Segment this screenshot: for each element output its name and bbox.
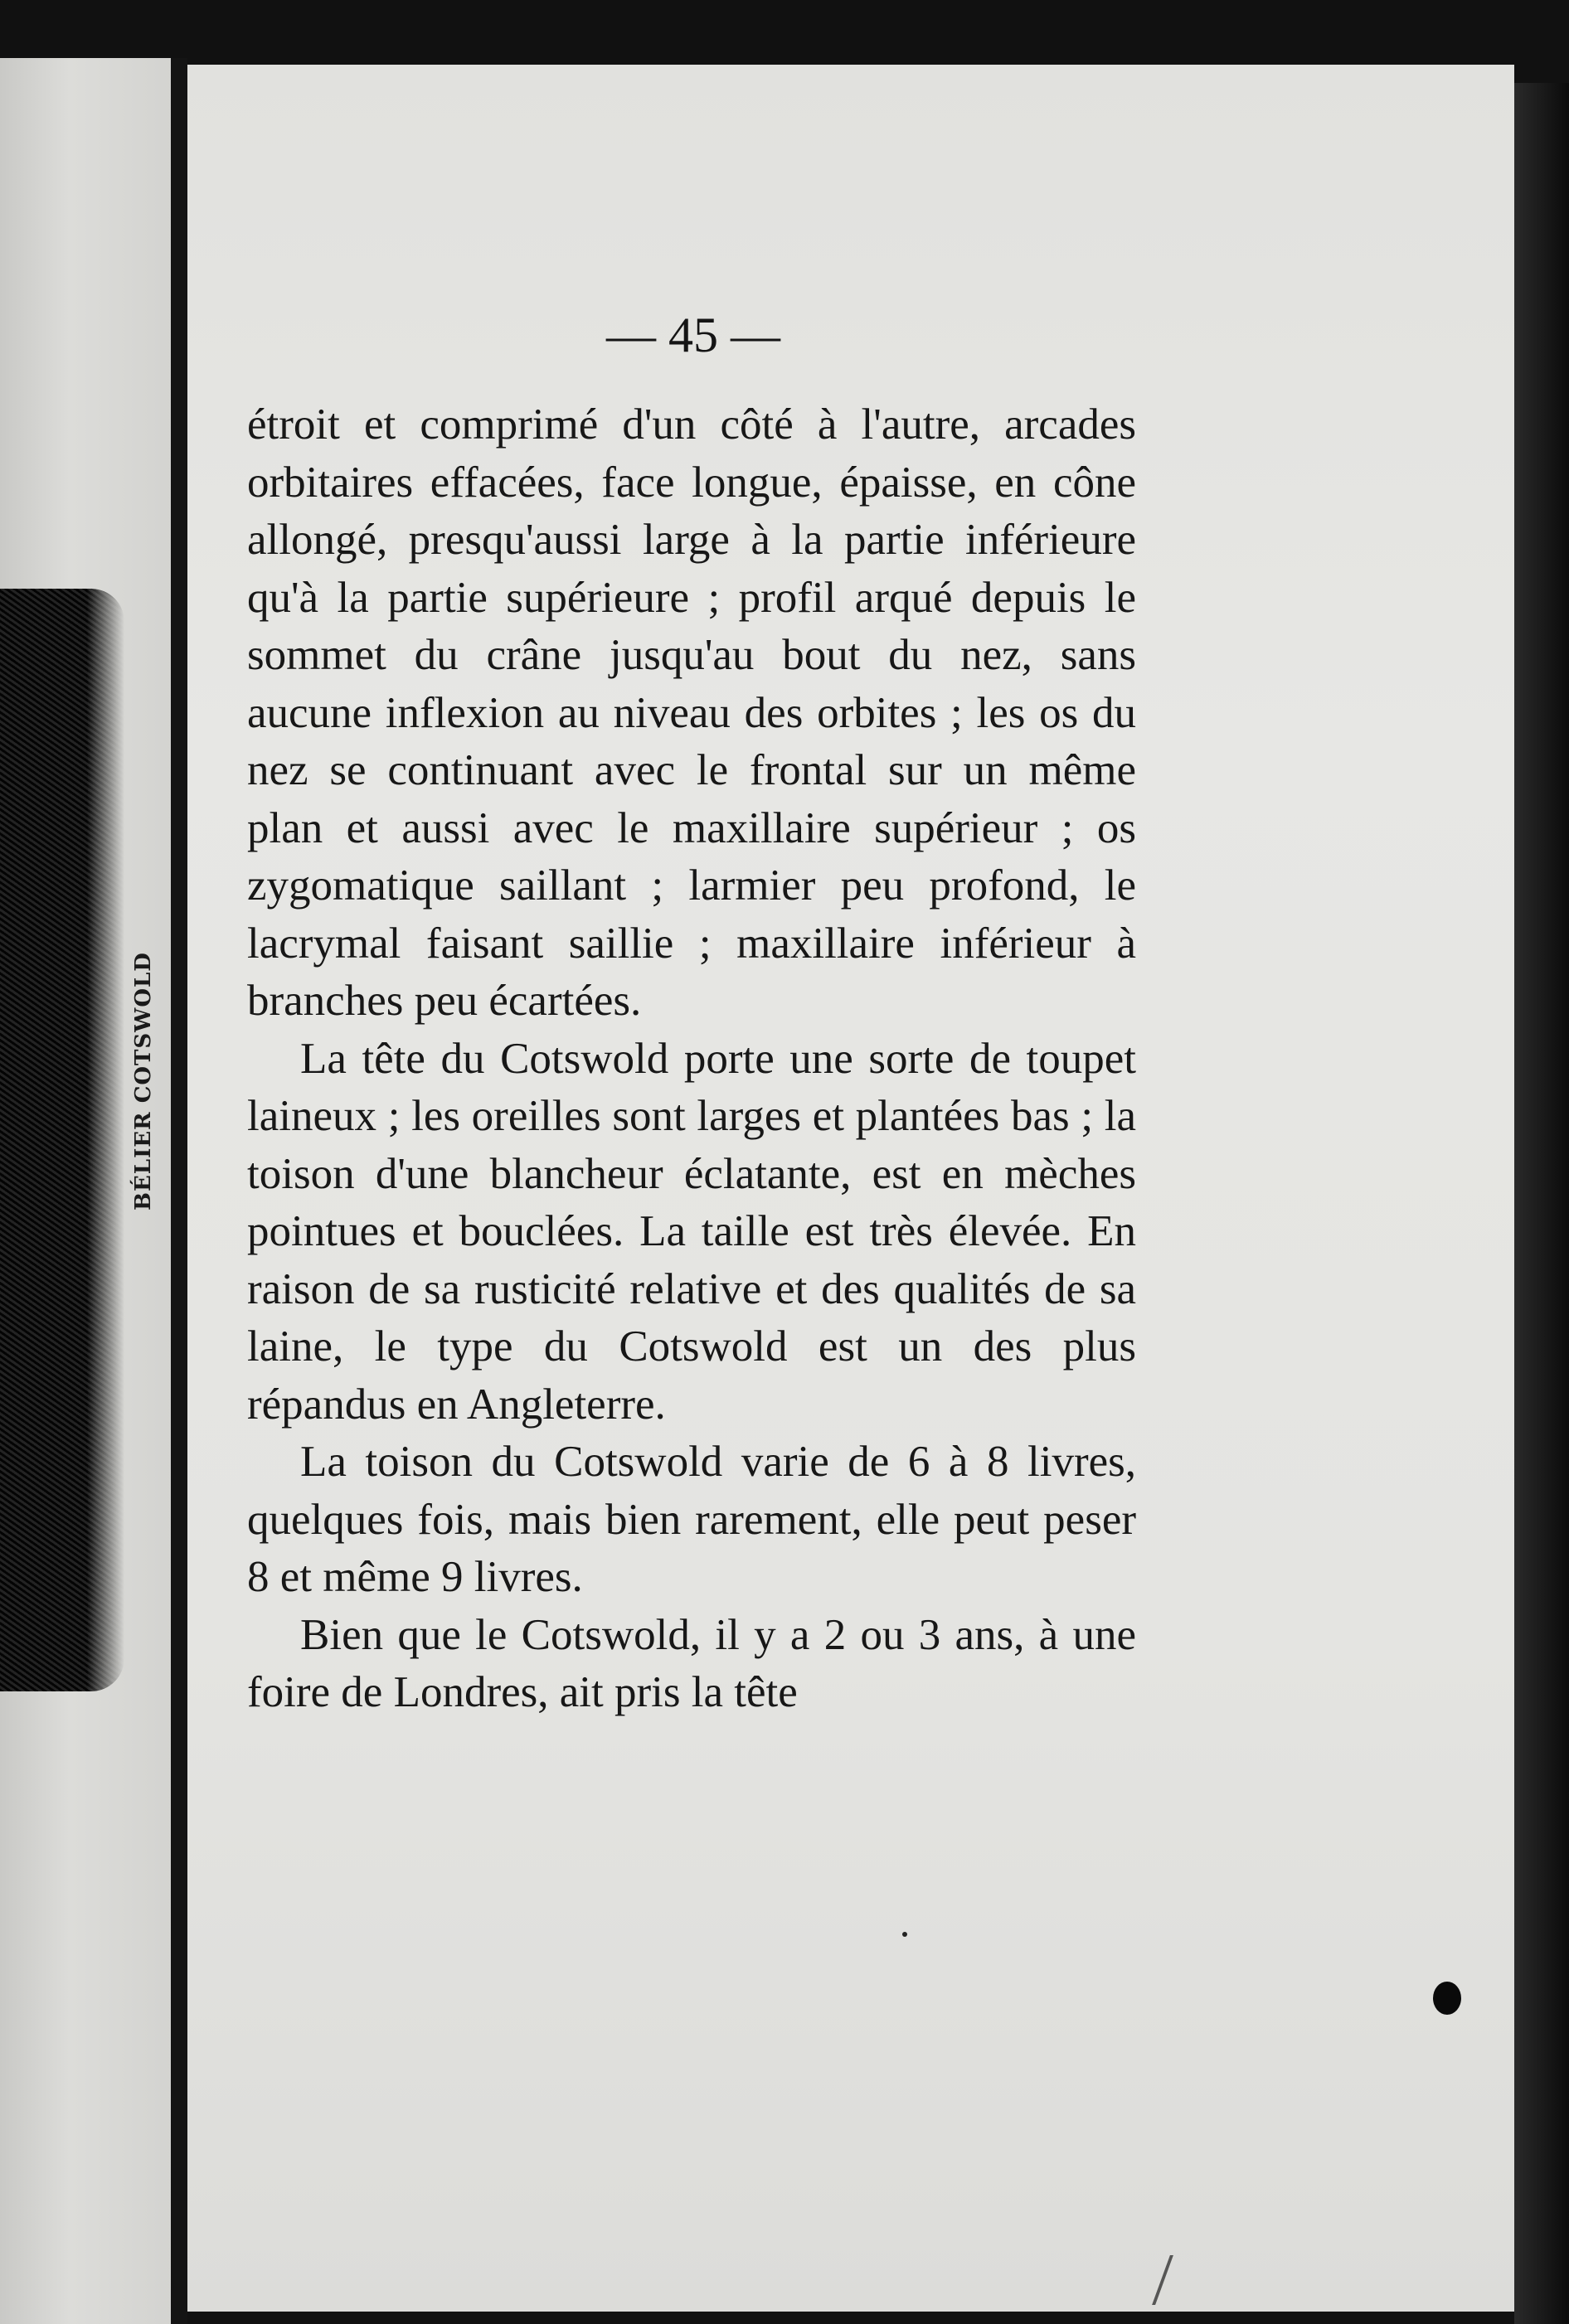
body-text: [247, 396, 1136, 1722]
ink-speck: [902, 1932, 907, 1937]
book-gutter: [171, 58, 187, 2324]
engraving-fragment: [0, 589, 124, 1691]
page-number: — 45 —: [606, 308, 780, 362]
book-page: [187, 65, 1514, 2312]
paragraph: étroit et comprimé d'un côté à l'autre, arcades orbitaires effacées, face longue, épaisse, en cône allongé, presqu'aussi large à la partie inférieure qu'à la partie supérieure ; profil arqué depuis le sommet du crâne jusqu'au bout du nez, sans aucune inflexion au niveau des orbites ; les os du nez se continuant avec le frontal sur un même plan et aussi avec le maxillaire supérieur ; os zygomatique saillant ; larmier peu profond, le lacrymal faisant saillie ; maxillaire inférieur à branches peu écartées.: [247, 400, 1136, 1025]
ink-blot: [1433, 1982, 1461, 2015]
page-shadow-edge: [1514, 83, 1569, 2324]
paragraph: La tête du Cotswold porte une sorte de toupet laineux ; les oreilles sont larges et plantées bas ; la toison d'une blancheur éclatante, est en mèches pointues et bouclées. La taille est très élevée. En raison de sa rusticité relative et des qualités de sa laine, le type du Cotswold est un des plus répandus en Angleterre.: [247, 1034, 1136, 1429]
paragraph: La toison du Cotswold varie de 6 à 8 livres, quelques fois, mais bien rarement, elle peut peser 8 et même 9 livres.: [247, 1438, 1136, 1601]
plate-caption: BÉLIER COTSWOLD: [131, 952, 156, 1211]
paragraph: Bien que le Cotswold, il y a 2 ou 3 ans, à une foire de Londres, ait pris la tête: [247, 1610, 1136, 1716]
